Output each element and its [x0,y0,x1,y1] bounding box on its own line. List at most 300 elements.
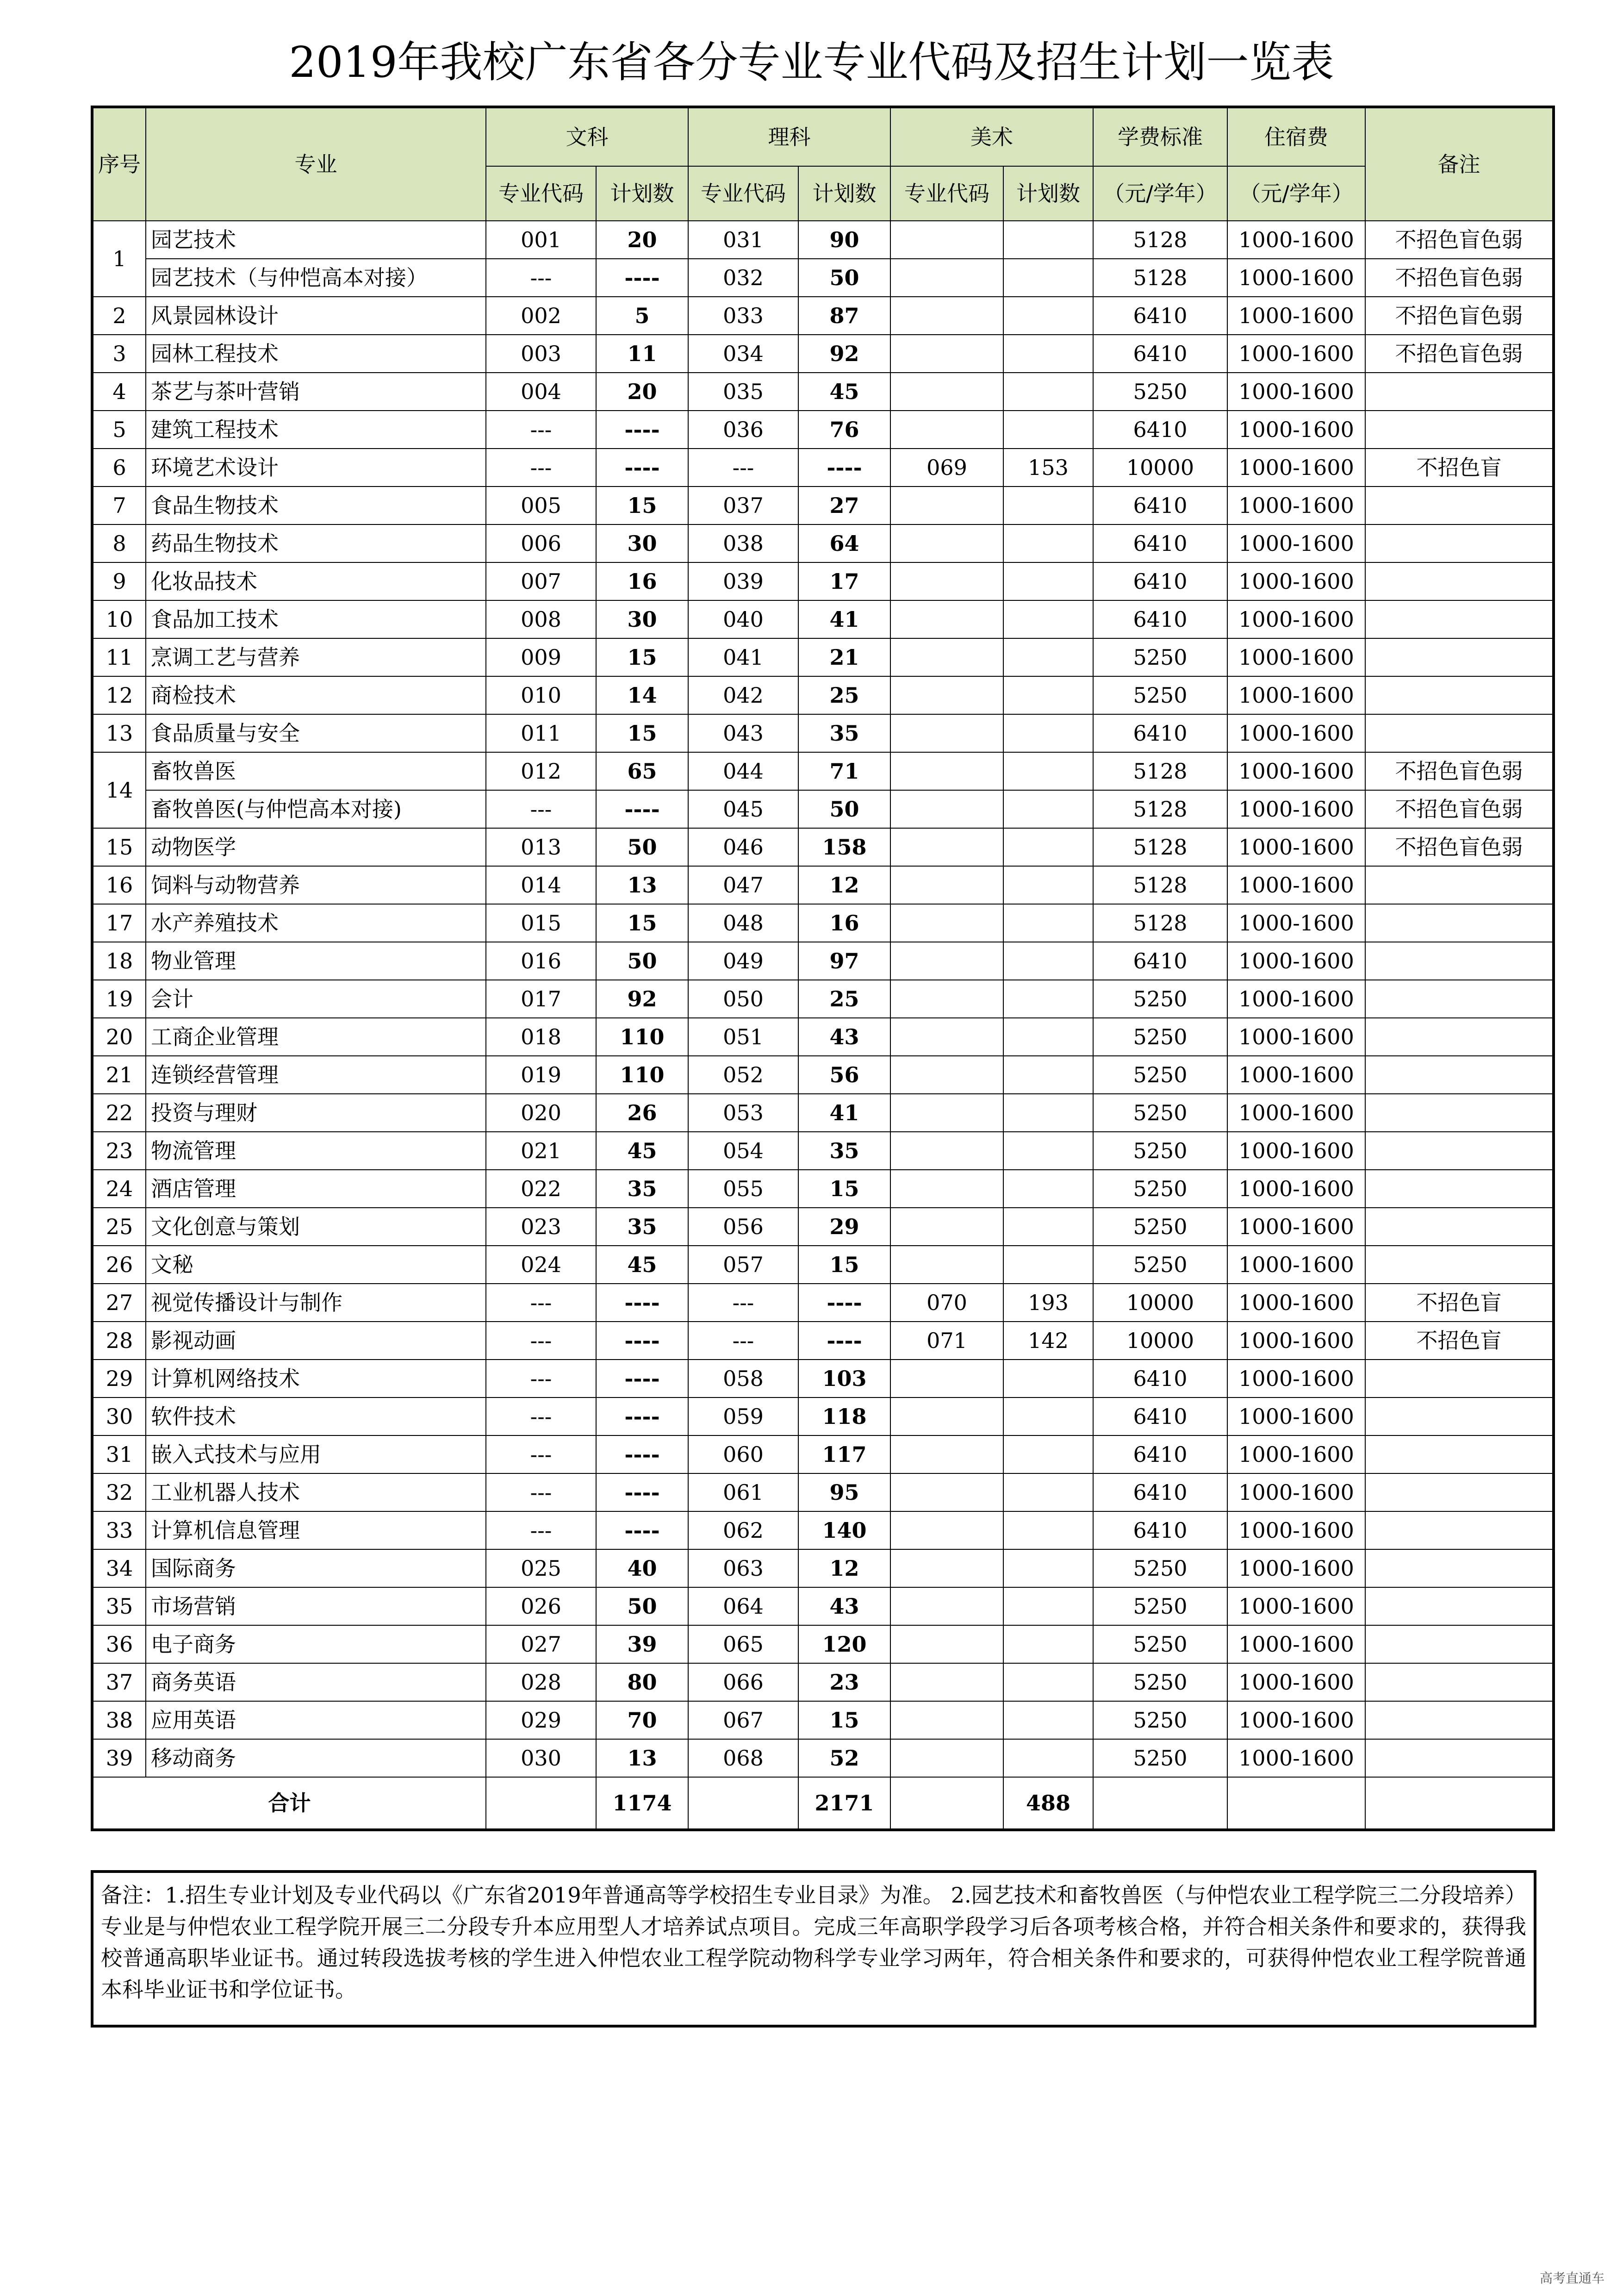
wenke-code: 019 [486,1056,596,1094]
note [1365,1170,1554,1208]
like-code: 053 [688,1094,798,1132]
meishu-code [890,600,1003,638]
fee: 5250 [1093,1170,1227,1208]
dorm-fee: 1000-1600 [1227,562,1365,600]
table-row [92,1511,1554,1549]
wenke-plan: ---- [596,1435,688,1473]
like-code: 043 [688,714,798,752]
meishu-code [890,904,1003,942]
wenke-plan: 70 [596,1701,688,1739]
fee: 6410 [1093,1360,1227,1398]
like-code: 049 [688,942,798,980]
major-name: 文秘 [146,1246,486,1284]
wenke-plan: 50 [596,1587,688,1625]
like-plan: 97 [798,942,890,980]
note [1365,1587,1554,1625]
row-number: 26 [92,1246,146,1284]
meishu-code [890,221,1003,259]
wenke-code: 005 [486,487,596,524]
meishu-plan [1003,866,1093,904]
table-row [92,1246,1554,1284]
like-code: 050 [688,980,798,1018]
row-number: 25 [92,1208,146,1246]
like-plan: 43 [798,1587,890,1625]
meishu-plan [1003,259,1093,297]
like-code: 056 [688,1208,798,1246]
major-name: 动物医学 [146,828,486,866]
meishu-plan [1003,790,1093,828]
table-row [92,1398,1554,1435]
row-number: 38 [92,1701,146,1739]
major-name: 应用英语 [146,1701,486,1739]
dorm-fee: 1000-1600 [1227,524,1365,562]
note [1365,1549,1554,1587]
dorm-fee: 1000-1600 [1227,1360,1365,1398]
row-number: 14 [92,752,146,828]
fee: 10000 [1093,1322,1227,1360]
note [1365,1663,1554,1701]
meishu-code [890,1549,1003,1587]
note [1365,1094,1554,1132]
like-plan: 158 [798,828,890,866]
wenke-code: 002 [486,297,596,335]
wenke-code: 028 [486,1663,596,1701]
table-header [92,107,1554,221]
fee: 5250 [1093,1132,1227,1170]
row-number: 13 [92,714,146,752]
dorm-fee: 1000-1600 [1227,259,1365,297]
like-plan: 76 [798,411,890,449]
table-body [92,221,1554,1777]
like-plan: 64 [798,524,890,562]
like-code: 036 [688,411,798,449]
header-like-plan: 计划数 [798,166,890,221]
meishu-plan [1003,1208,1093,1246]
major-name: 茶艺与茶叶营销 [146,373,486,411]
note: 不招色盲色弱 [1365,752,1554,790]
like-plan: 35 [798,1132,890,1170]
wenke-code: 021 [486,1132,596,1170]
total-empty [890,1777,1003,1830]
table-row [92,335,1554,373]
wenke-plan: 16 [596,562,688,600]
like-code: 037 [688,487,798,524]
meishu-plan [1003,1625,1093,1663]
meishu-plan [1003,714,1093,752]
wenke-code: --- [486,1435,596,1473]
wenke-code: 006 [486,524,596,562]
like-plan: 45 [798,373,890,411]
wenke-plan: 39 [596,1625,688,1663]
dorm-fee: 1000-1600 [1227,1284,1365,1322]
wenke-code: 007 [486,562,596,600]
like-code: 052 [688,1056,798,1094]
major-name: 国际商务 [146,1549,486,1587]
wenke-code: 004 [486,373,596,411]
note [1365,524,1554,562]
dorm-fee: 1000-1600 [1227,1056,1365,1094]
major-name: 食品加工技术 [146,600,486,638]
like-plan: 118 [798,1398,890,1435]
meishu-code [890,1511,1003,1549]
meishu-code [890,1625,1003,1663]
dorm-fee: 1000-1600 [1227,449,1365,487]
major-name: 市场营销 [146,1587,486,1625]
fee: 5250 [1093,1701,1227,1739]
like-code: 042 [688,676,798,714]
fee: 6410 [1093,335,1227,373]
wenke-plan: ---- [596,1322,688,1360]
note [1365,714,1554,752]
meishu-plan [1003,1549,1093,1587]
meishu-plan [1003,1056,1093,1094]
dorm-fee: 1000-1600 [1227,1549,1365,1587]
table-row [92,259,1554,297]
like-code: 060 [688,1435,798,1473]
meishu-plan [1003,1018,1093,1056]
like-plan: 41 [798,1094,890,1132]
major-name: 风景园林设计 [146,297,486,335]
like-plan: 27 [798,487,890,524]
fee: 5250 [1093,1587,1227,1625]
header-fee-unit: （元/学年） [1093,166,1227,221]
header-wenke-code: 专业代码 [486,166,596,221]
major-name: 工商企业管理 [146,1018,486,1056]
major-name: 会计 [146,980,486,1018]
table-row [92,752,1554,790]
enrollment-table [91,106,1555,1831]
like-plan: 12 [798,866,890,904]
row-number: 6 [92,449,146,487]
note: 不招色盲 [1365,1284,1554,1322]
like-plan: 16 [798,904,890,942]
wenke-plan: ---- [596,449,688,487]
note [1365,1246,1554,1284]
note: 不招色盲 [1365,1322,1554,1360]
major-name: 电子商务 [146,1625,486,1663]
wenke-code: --- [486,1473,596,1511]
like-code: 068 [688,1739,798,1777]
table-row [92,524,1554,562]
fee: 5250 [1093,1208,1227,1246]
like-plan: 25 [798,676,890,714]
wenke-code: --- [486,1284,596,1322]
row-number: 10 [92,600,146,638]
meishu-code [890,866,1003,904]
meishu-code: 071 [890,1322,1003,1360]
fee: 5250 [1093,1056,1227,1094]
table-row [92,1663,1554,1701]
fee: 5250 [1093,1739,1227,1777]
wenke-code: --- [486,790,596,828]
wenke-code: 008 [486,600,596,638]
row-number: 39 [92,1739,146,1777]
meishu-plan [1003,600,1093,638]
dorm-fee: 1000-1600 [1227,221,1365,259]
meishu-code [890,297,1003,335]
meishu-code [890,1701,1003,1739]
like-plan: 15 [798,1246,890,1284]
wenke-code: 030 [486,1739,596,1777]
wenke-plan: 13 [596,866,688,904]
header-wenke-plan: 计划数 [596,166,688,221]
note [1365,1701,1554,1739]
wenke-plan: 35 [596,1208,688,1246]
total-empty [1227,1777,1365,1830]
wenke-code: 009 [486,638,596,676]
meishu-plan [1003,297,1093,335]
table-row [92,638,1554,676]
dorm-fee: 1000-1600 [1227,866,1365,904]
meishu-code: 070 [890,1284,1003,1322]
meishu-plan [1003,980,1093,1018]
row-number: 5 [92,411,146,449]
total-label: 合计 [92,1777,486,1830]
meishu-plan [1003,1246,1093,1284]
wenke-plan: 50 [596,942,688,980]
table-row [92,411,1554,449]
like-plan: 17 [798,562,890,600]
like-code: 063 [688,1549,798,1587]
major-name: 商检技术 [146,676,486,714]
meishu-plan [1003,942,1093,980]
note [1365,1473,1554,1511]
row-number: 1 [92,221,146,297]
dorm-fee: 1000-1600 [1227,904,1365,942]
total-like: 2171 [798,1777,890,1830]
meishu-code [890,752,1003,790]
like-code: 055 [688,1170,798,1208]
row-number: 32 [92,1473,146,1511]
meishu-plan [1003,638,1093,676]
like-plan: 15 [798,1701,890,1739]
note [1365,942,1554,980]
table-row [92,1360,1554,1398]
meishu-plan [1003,562,1093,600]
note: 不招色盲色弱 [1365,297,1554,335]
note [1365,1625,1554,1663]
dorm-fee: 1000-1600 [1227,487,1365,524]
row-number: 27 [92,1284,146,1322]
meishu-plan [1003,1511,1093,1549]
major-name: 连锁经营管理 [146,1056,486,1094]
meishu-code [890,1132,1003,1170]
table-row [92,1322,1554,1360]
watermark: 高考直通车 [1539,2271,1604,2286]
row-number: 36 [92,1625,146,1663]
meishu-plan [1003,221,1093,259]
table-row [92,790,1554,828]
note: 不招色盲色弱 [1365,790,1554,828]
dorm-fee: 1000-1600 [1227,1625,1365,1663]
dorm-fee: 1000-1600 [1227,1701,1365,1739]
wenke-plan: 110 [596,1056,688,1094]
like-plan: 12 [798,1549,890,1587]
major-name: 食品质量与安全 [146,714,486,752]
meishu-plan [1003,335,1093,373]
dorm-fee: 1000-1600 [1227,1739,1365,1777]
dorm-fee: 1000-1600 [1227,1473,1365,1511]
wenke-code: 015 [486,904,596,942]
meishu-code [890,562,1003,600]
row-number: 4 [92,373,146,411]
note [1365,562,1554,600]
wenke-code: 029 [486,1701,596,1739]
like-plan: 90 [798,221,890,259]
table-row [92,866,1554,904]
note [1365,1511,1554,1549]
row-number: 12 [92,676,146,714]
row-number: 33 [92,1511,146,1549]
like-code: 031 [688,221,798,259]
major-name: 投资与理财 [146,1094,486,1132]
like-code: 048 [688,904,798,942]
dorm-fee: 1000-1600 [1227,1587,1365,1625]
wenke-plan: 80 [596,1663,688,1701]
meishu-code [890,1208,1003,1246]
wenke-code: 018 [486,1018,596,1056]
table-row [92,1587,1554,1625]
meishu-code [890,980,1003,1018]
fee: 6410 [1093,487,1227,524]
meishu-plan [1003,676,1093,714]
wenke-code: 017 [486,980,596,1018]
dorm-fee: 1000-1600 [1227,638,1365,676]
note [1365,1132,1554,1170]
note [1365,411,1554,449]
note [1365,1018,1554,1056]
like-code: 065 [688,1625,798,1663]
major-name: 药品生物技术 [146,524,486,562]
meishu-code [890,1056,1003,1094]
wenke-plan: 15 [596,904,688,942]
fee: 6410 [1093,562,1227,600]
meishu-plan [1003,411,1093,449]
row-number: 24 [92,1170,146,1208]
wenke-code: --- [486,1322,596,1360]
major-name: 嵌入式技术与应用 [146,1435,486,1473]
dorm-fee: 1000-1600 [1227,411,1365,449]
fee: 6410 [1093,1473,1227,1511]
meishu-code [890,714,1003,752]
like-code: 033 [688,297,798,335]
header-no: 序号 [92,107,146,221]
meishu-plan [1003,752,1093,790]
wenke-plan: 40 [596,1549,688,1587]
dorm-fee: 1000-1600 [1227,980,1365,1018]
meishu-code [890,828,1003,866]
table-row [92,1625,1554,1663]
note [1365,904,1554,942]
table-row [92,562,1554,600]
table-footer [92,1777,1554,1830]
note [1365,980,1554,1018]
wenke-plan: 15 [596,638,688,676]
meishu-code [890,335,1003,373]
table-row [92,1132,1554,1170]
like-plan: ---- [798,449,890,487]
wenke-code: --- [486,411,596,449]
like-plan: 50 [798,259,890,297]
total-meishu: 488 [1003,1777,1093,1830]
wenke-plan: ---- [596,1398,688,1435]
like-code: 067 [688,1701,798,1739]
dorm-fee: 1000-1600 [1227,790,1365,828]
wenke-plan: 30 [596,524,688,562]
header-note: 备注 [1365,107,1554,221]
wenke-plan: ---- [596,1473,688,1511]
meishu-plan [1003,1094,1093,1132]
major-name: 环境艺术设计 [146,449,486,487]
wenke-code: 014 [486,866,596,904]
dorm-fee: 1000-1600 [1227,676,1365,714]
like-plan: 35 [798,714,890,752]
wenke-plan: 26 [596,1094,688,1132]
like-plan: 103 [798,1360,890,1398]
meishu-code [890,373,1003,411]
table-row [92,373,1554,411]
wenke-plan: 14 [596,676,688,714]
like-plan: 56 [798,1056,890,1094]
wenke-code: 016 [486,942,596,980]
like-code: 061 [688,1473,798,1511]
row-number: 30 [92,1398,146,1435]
like-code: 038 [688,524,798,562]
meishu-plan [1003,373,1093,411]
wenke-code: 011 [486,714,596,752]
dorm-fee: 1000-1600 [1227,714,1365,752]
note [1365,676,1554,714]
table-row [92,1701,1554,1739]
header-major: 专业 [146,107,486,221]
fee: 6410 [1093,1435,1227,1473]
dorm-fee: 1000-1600 [1227,1246,1365,1284]
major-name: 水产养殖技术 [146,904,486,942]
dorm-fee: 1000-1600 [1227,1398,1365,1435]
row-number: 20 [92,1018,146,1056]
dorm-fee: 1000-1600 [1227,335,1365,373]
meishu-plan [1003,1398,1093,1435]
meishu-code [890,1246,1003,1284]
wenke-plan: 50 [596,828,688,866]
like-plan: 92 [798,335,890,373]
table-row [92,942,1554,980]
wenke-code: --- [486,1398,596,1435]
meishu-code [890,790,1003,828]
major-name: 计算机信息管理 [146,1511,486,1549]
total-row [92,1777,1554,1830]
meishu-code [890,1360,1003,1398]
major-name: 畜牧兽医(与仲恺高本对接) [146,790,486,828]
wenke-code: 025 [486,1549,596,1587]
wenke-plan: 11 [596,335,688,373]
like-code: 046 [688,828,798,866]
like-plan: 21 [798,638,890,676]
meishu-plan [1003,828,1093,866]
meishu-code [890,1398,1003,1435]
meishu-code [890,638,1003,676]
wenke-plan: ---- [596,259,688,297]
meishu-plan [1003,1663,1093,1701]
table-row [92,297,1554,335]
like-plan: 23 [798,1663,890,1701]
meishu-plan [1003,1701,1093,1739]
table-row [92,828,1554,866]
meishu-plan [1003,1170,1093,1208]
meishu-plan [1003,1360,1093,1398]
wenke-plan: ---- [596,1360,688,1398]
remark-box: 备注：1.招生专业计划及专业代码以《广东省2019年普通高等学校招生专业目录》为准。 2.园艺技术和畜牧兽医（与仲恺农业工程学院三二分段培养）专业是与仲恺农业工程学院开展三二分段专升本应用型人才培养试点项目。完成三年高职学段学习后各项考核合格，并符合相关条件和要求的，获得我校普通高职毕业证书。通过转段选拔考核的学生进入仲恺农业工程学院动物科学专业学习两年，符合相关条件和要求的，可获得仲恺农业工程学院普通本科毕业证书和学位证书。 [91,1870,1536,2028]
